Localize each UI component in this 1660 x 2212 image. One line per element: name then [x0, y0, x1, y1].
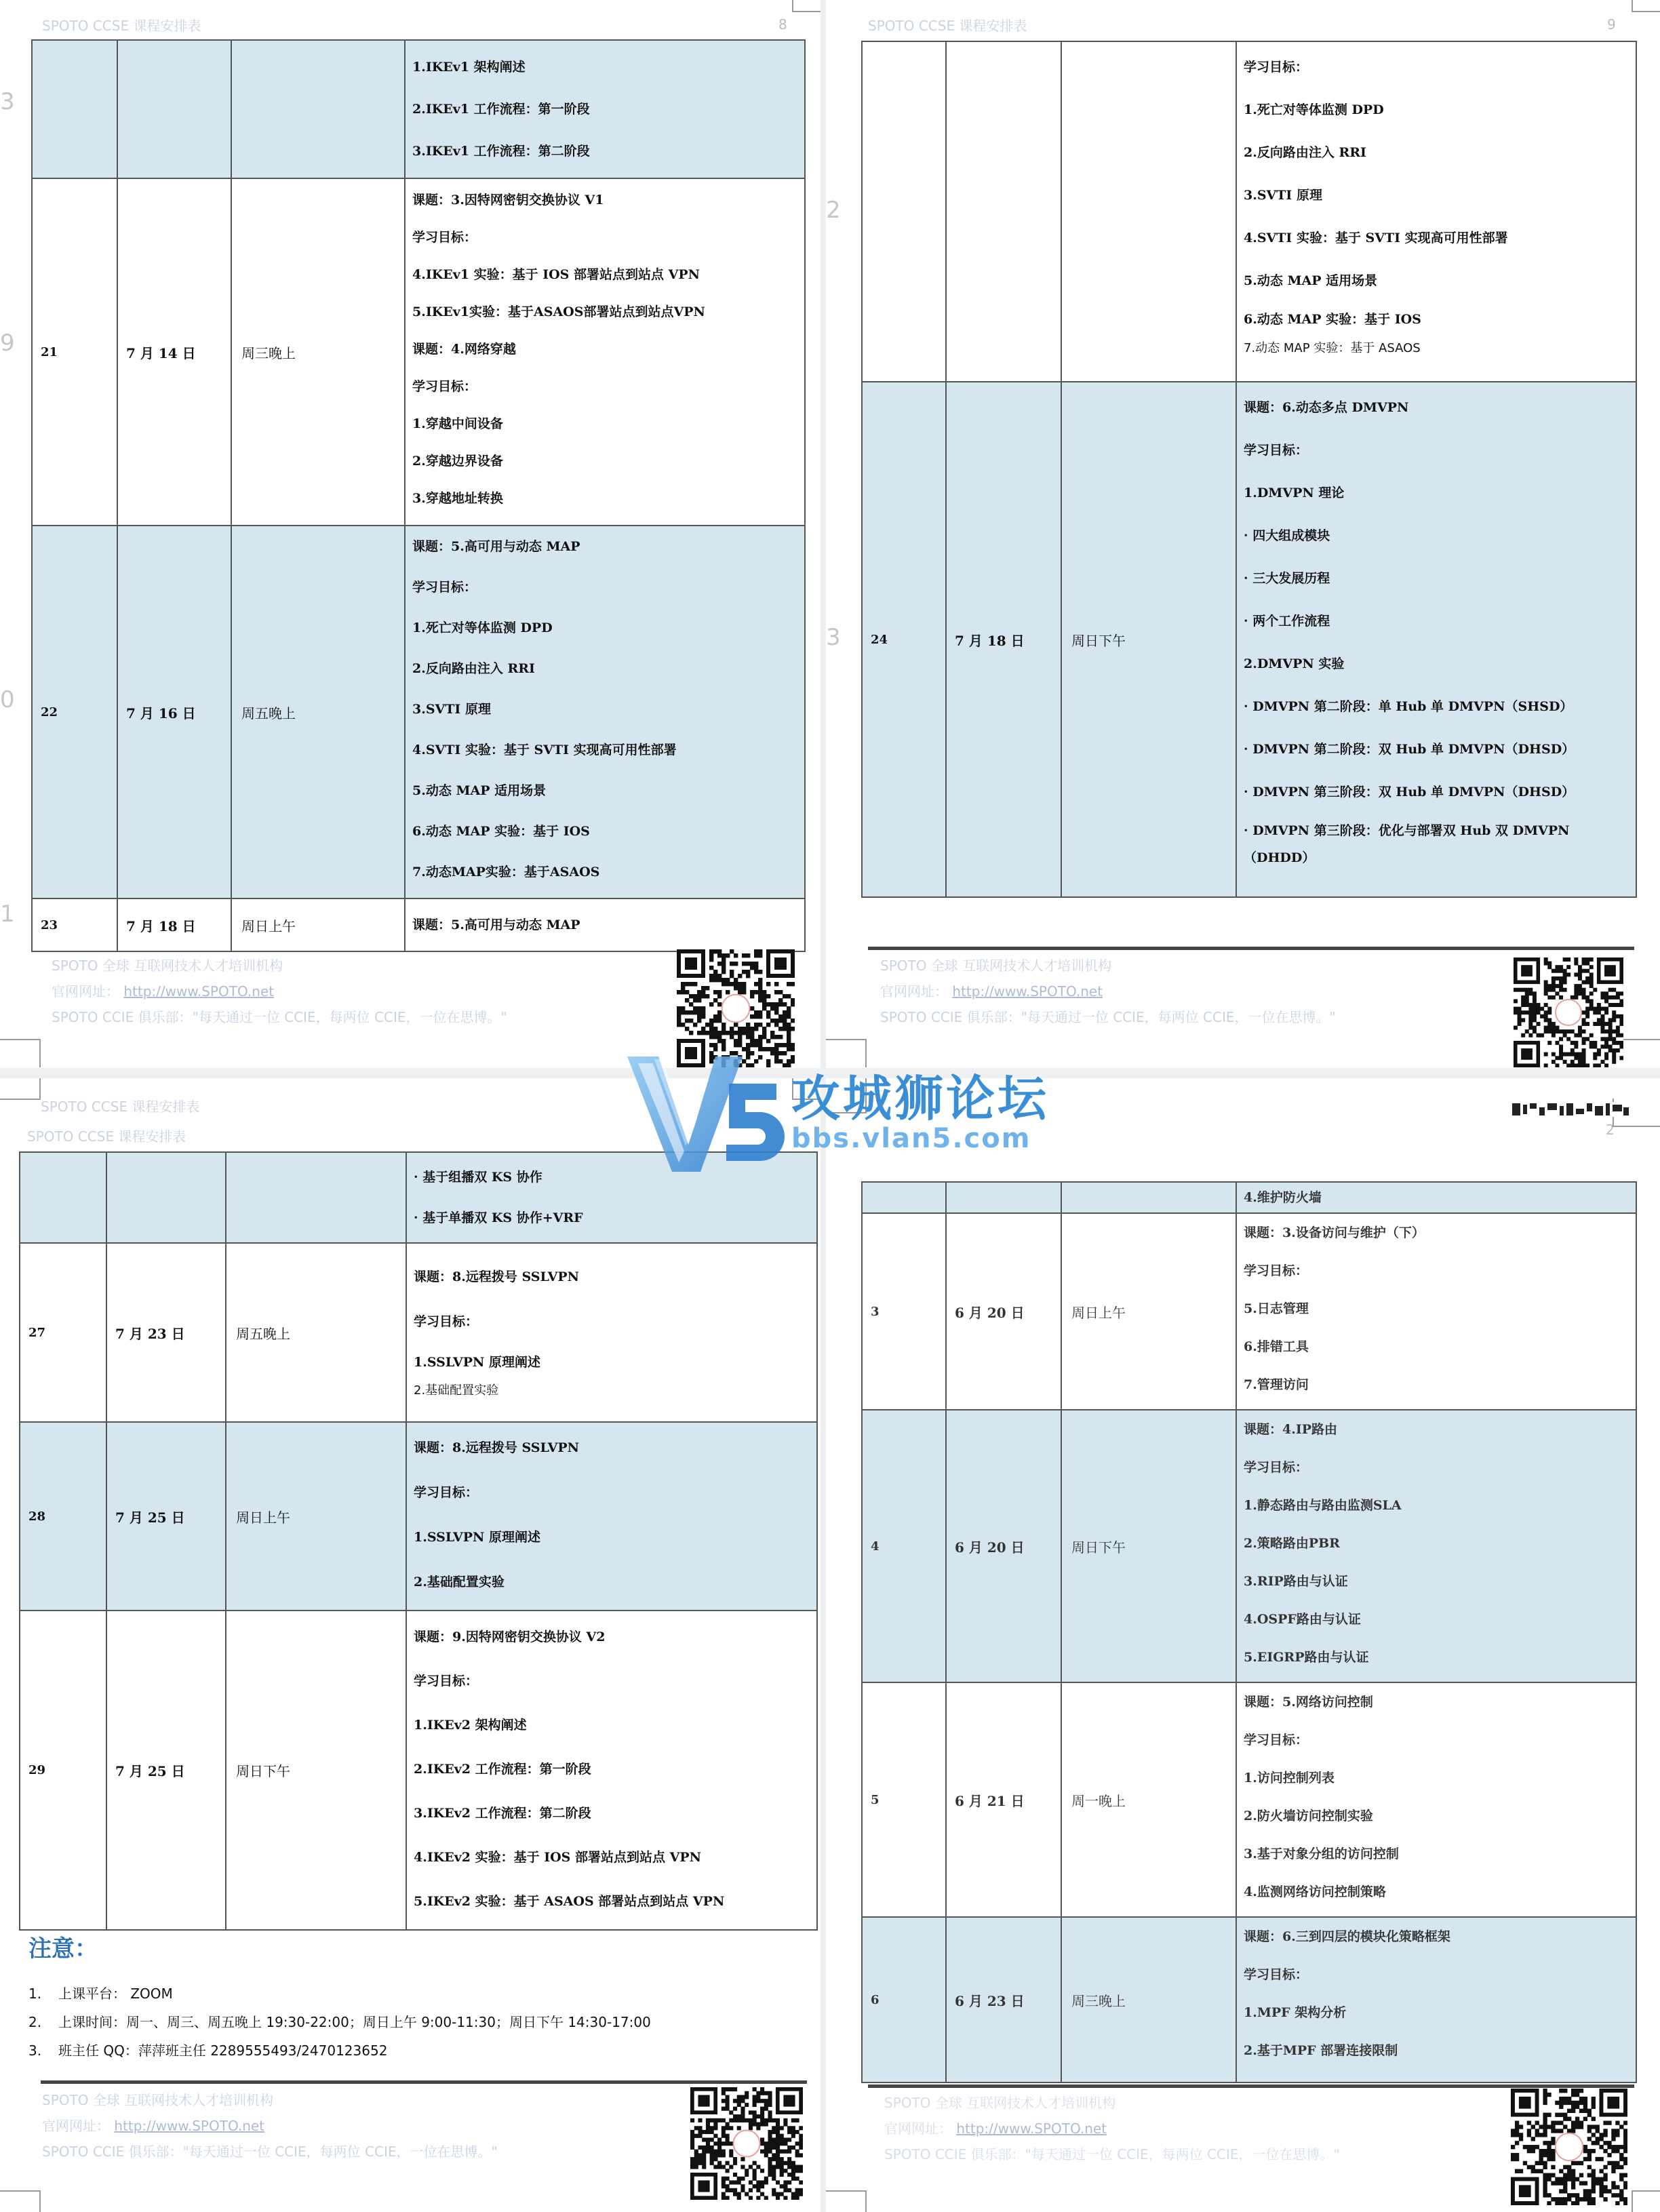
crop-mark	[792, 0, 821, 12]
note-text: 上课时间：周一、周三、周五晚上 19:30-22:00；周日上午 9:00-11:30；周日下午 14:30-17:00	[58, 2014, 651, 2030]
crop-mark	[1632, 0, 1660, 12]
session-number: 5	[862, 1682, 946, 1917]
session-date: 6 月 20 日	[946, 1213, 1061, 1410]
content-line: 3.IKEv2 工作流程：第二阶段	[414, 1806, 591, 1821]
content-line: 学习目标：	[414, 1314, 479, 1329]
session-date: 7 月 18 日	[117, 898, 231, 951]
content-line: 4.SVTI 实验：基于 SVTI 实现高可用性部署	[1244, 231, 1508, 245]
footer-site-label: 官网网址：	[52, 983, 119, 1000]
footer-site-link[interactable]: http://www.SPOTO.net	[956, 2120, 1107, 2137]
content-line: 2.基础配置实验	[414, 1383, 499, 1398]
session-slot: 周日下午	[226, 1611, 406, 1930]
content-line: 6.动态 MAP 实验：基于 IOS	[412, 824, 590, 839]
content-line: · DMVPN 第三阶段：双 Hub 单 DMVPN（DHSD）	[1244, 785, 1575, 799]
content-line: 学习目标：	[1244, 1967, 1309, 1982]
session-date: 7 月 14 日	[117, 178, 231, 526]
margin-number: 3	[0, 88, 15, 115]
session-number	[20, 1152, 106, 1243]
footer-club: SPOTO CCIE 俱乐部："每天通过一位 CCIE，每两位 CCIE，一位在思博。"	[42, 2144, 498, 2160]
watermark-title: 攻城狮论坛	[791, 1070, 1050, 1127]
content-line: 学习目标：	[412, 580, 477, 595]
note-number: 1.	[28, 1986, 42, 2002]
session-number: 24	[862, 382, 946, 897]
content-line: 学习目标：	[414, 1674, 479, 1688]
qr-code-icon	[1511, 2089, 1627, 2205]
note-number: 3.	[28, 2042, 42, 2059]
session-slot	[1061, 41, 1236, 382]
session-slot	[1061, 1182, 1236, 1213]
table-row	[32, 40, 805, 178]
content-line: 1.访问控制列表	[1244, 1771, 1335, 1785]
session-slot	[226, 1152, 406, 1243]
session-date	[117, 40, 231, 178]
session-number: 28	[20, 1422, 106, 1611]
session-slot: 周日上午	[226, 1422, 406, 1611]
content-line: 2.反向路由注入 RRI	[1244, 145, 1366, 160]
page-header-secondary: SPOTO CCSE 课程安排表	[27, 1128, 186, 1145]
content-line: · 基于组播双 KS 协作	[414, 1170, 542, 1185]
content-line: 课题：5.网络访问控制	[1244, 1695, 1373, 1710]
session-slot	[231, 40, 405, 178]
content-line: 3.RIP路由与认证	[1244, 1574, 1348, 1589]
content-line: 5.IKEv1实验：基于ASAOS部署站点到站点VPN	[412, 304, 705, 319]
qr-code-icon	[1514, 957, 1623, 1067]
session-number	[32, 40, 117, 178]
content-line: 3.SVTI 原理	[412, 702, 491, 717]
session-number: 29	[20, 1611, 106, 1930]
notes-title: 注意：	[28, 1935, 98, 1962]
table-row	[862, 1213, 1636, 1410]
page-1	[0, 0, 821, 1068]
footer-site-link[interactable]: http://www.SPOTO.net	[123, 983, 275, 1000]
content-line: 5.动态 MAP 适用场景	[1244, 273, 1378, 288]
content-line: 2.IKEv1 工作流程：第一阶段	[412, 102, 590, 117]
content-line: 学习目标：	[412, 379, 477, 394]
footer-club: SPOTO CCIE 俱乐部："每天通过一位 CCIE，每两位 CCIE，一位在思博。"	[884, 2146, 1340, 2162]
page-3	[0, 1078, 821, 2212]
content-line: 1.死亡对等体监测 DPD	[412, 620, 553, 635]
watermark	[614, 1043, 1054, 1179]
content-line: 课题：8.远程拨号 SSLVPN	[414, 1269, 579, 1284]
session-number: 22	[32, 526, 117, 898]
content-line: 1.SSLVPN 原理阐述	[414, 1530, 540, 1545]
notes-section	[28, 1930, 651, 2065]
session-number	[862, 1182, 946, 1213]
content-line: 课题：9.因特网密钥交换协议 V2	[414, 1630, 606, 1644]
margin-number: 9	[0, 330, 15, 357]
content-line: 1.穿越中间设备	[412, 416, 503, 431]
session-number: 4	[862, 1410, 946, 1682]
footer-rule	[868, 947, 1634, 950]
content-line: 7.管理访问	[1244, 1377, 1309, 1392]
page-header: SPOTO CCSE 课程安排表	[41, 1099, 200, 1115]
watermark-url: bbs.vlan5.com	[791, 1123, 1031, 1154]
session-number: 27	[20, 1243, 106, 1422]
session-content	[406, 1243, 817, 1422]
page-number: 9	[1607, 16, 1616, 33]
table-row	[32, 178, 805, 526]
content-line: 3.基于对象分组的访问控制	[1244, 1846, 1399, 1861]
footer-org: SPOTO 全球 互联网技术人才培训机构	[880, 957, 1112, 974]
content-line: 课题：6.动态多点 DMVPN	[1244, 400, 1409, 415]
content-line: 课题：5.高可用与动态 MAP	[412, 917, 580, 932]
content-line: · DMVPN 第三阶段：优化与部署双 Hub 双 DMVPN	[1244, 823, 1570, 838]
session-number: 23	[32, 898, 117, 951]
session-number: 21	[32, 178, 117, 526]
content-line: 学习目标：	[1244, 1263, 1309, 1278]
session-slot: 周五晚上	[226, 1243, 406, 1422]
page-footer	[880, 953, 1336, 1030]
session-date: 7 月 23 日	[106, 1243, 226, 1422]
table-row	[862, 1682, 1636, 1917]
content-line: 1.静态路由与路由监测SLA	[1244, 1498, 1402, 1513]
note-item	[28, 2008, 651, 2036]
page-footer	[42, 2087, 498, 2165]
session-content	[405, 178, 805, 526]
content-line: 5.EIGRP路由与认证	[1244, 1650, 1369, 1665]
footer-site-label: 官网网址：	[42, 2118, 110, 2134]
content-line: 3.穿越地址转换	[412, 491, 503, 506]
content-line: 2.防火墙访问控制实验	[1244, 1809, 1373, 1823]
content-line: 2.IKEv2 工作流程：第一阶段	[414, 1762, 591, 1777]
footer-rule	[41, 2080, 807, 2084]
content-line: · 四大组成模块	[1244, 528, 1330, 543]
content-line: · 三大发展历程	[1244, 571, 1330, 586]
content-line: 1.SSLVPN 原理阐述	[414, 1355, 540, 1370]
footer-club: SPOTO CCIE 俱乐部："每天通过一位 CCIE，每两位 CCIE，一位在思博。"	[880, 1009, 1336, 1025]
session-date: 7 月 18 日	[946, 382, 1061, 897]
margin-number: 0	[0, 686, 15, 713]
session-content	[1236, 1182, 1636, 1213]
footer-site-link[interactable]: http://www.SPOTO.net	[114, 2118, 265, 2134]
session-slot: 周日上午	[231, 898, 405, 951]
session-content	[406, 1422, 817, 1611]
content-line: 学习目标：	[1244, 1460, 1309, 1475]
content-line: 课题：3.设备访问与维护（下）	[1244, 1225, 1425, 1240]
content-line: 2.基于MPF 部署连接限制	[1244, 2043, 1398, 2058]
session-slot: 周五晚上	[231, 526, 405, 898]
content-line: · 基于单播双 KS 协作+VRF	[414, 1210, 583, 1225]
content-line: 2.反向路由注入 RRI	[412, 661, 535, 676]
session-date: 7 月 25 日	[106, 1611, 226, 1930]
page-2	[826, 0, 1660, 1068]
crop-mark	[826, 2190, 867, 2212]
crop-mark	[0, 1078, 41, 1100]
note-number: 2.	[28, 2014, 42, 2030]
table-row	[862, 1410, 1636, 1682]
footer-org: SPOTO 全球 互联网技术人才培训机构	[52, 957, 283, 974]
content-line: 6.动态 MAP 实验：基于 IOS	[1244, 312, 1421, 327]
content-line: 1.IKEv2 架构阐述	[414, 1718, 527, 1733]
table-row	[32, 526, 805, 898]
session-number: 6	[862, 1917, 946, 2082]
content-line: 2.策略路由PBR	[1244, 1536, 1340, 1551]
session-date: 7 月 16 日	[117, 526, 231, 898]
session-date: 6 月 23 日	[946, 1917, 1061, 2082]
content-line: · 两个工作流程	[1244, 614, 1330, 629]
content-line: 2.基础配置实验	[414, 1575, 505, 1589]
page-header: SPOTO CCSE 课程安排表	[868, 18, 1027, 34]
content-line: 4.IKEv2 实验：基于 IOS 部署站点到站点 VPN	[414, 1850, 701, 1865]
session-content	[405, 40, 805, 178]
content-line: 课题：4.IP路由	[1244, 1422, 1338, 1437]
session-date: 6 月 20 日	[946, 1410, 1061, 1682]
content-line: 课题：6.三到四层的模块化策略框架	[1244, 1929, 1450, 1944]
content-line: · DMVPN 第二阶段：双 Hub 单 DMVPN（DHSD）	[1244, 742, 1575, 757]
crop-mark	[0, 2190, 41, 2212]
content-line: 4.监测网络访问控制策略	[1244, 1884, 1386, 1899]
footer-site-link[interactable]: http://www.SPOTO.net	[952, 983, 1103, 1000]
crop-mark	[0, 1039, 41, 1067]
content-line: 1.DMVPN 理论	[1244, 486, 1345, 500]
session-date: 7 月 25 日	[106, 1422, 226, 1611]
session-date	[946, 1182, 1061, 1213]
page-header: SPOTO CCSE 课程安排表	[42, 18, 201, 34]
margin-number: 3	[826, 624, 841, 651]
session-number	[862, 41, 946, 382]
session-content	[1236, 41, 1636, 382]
footer-site-label: 官网网址：	[880, 983, 948, 1000]
note-text: 上课平台： ZOOM	[58, 1986, 173, 2002]
content-line: 4.SVTI 实验：基于 SVTI 实现高可用性部署	[412, 743, 677, 757]
page-footer	[52, 953, 507, 1030]
content-line: 6.排错工具	[1244, 1339, 1309, 1354]
session-slot: 周三晚上	[231, 178, 405, 526]
content-line: 课题：8.远程拨号 SSLVPN	[414, 1440, 579, 1455]
note-item	[28, 1979, 651, 2008]
session-content	[405, 898, 805, 951]
session-number: 3	[862, 1213, 946, 1410]
content-line: 课题：5.高可用与动态 MAP	[412, 539, 580, 554]
table-row	[20, 1422, 817, 1611]
content-line: 学习目标：	[1244, 1733, 1309, 1747]
table-row	[862, 382, 1636, 897]
session-date: 6 月 21 日	[946, 1682, 1061, 1917]
content-line: 7.动态 MAP 实验：基于 ASAOS	[1244, 341, 1421, 355]
content-line: （DHDD）	[1244, 850, 1316, 865]
session-date	[946, 41, 1061, 382]
content-line: 课题：3.因特网密钥交换协议 V1	[412, 193, 604, 208]
footer-site-label: 官网网址：	[884, 2120, 952, 2137]
schedule-table	[861, 1181, 1637, 2083]
margin-number: 1	[0, 901, 15, 928]
session-content	[1236, 382, 1636, 897]
session-slot: 周一晚上	[1061, 1682, 1236, 1917]
page-footer	[884, 2090, 1340, 2167]
table-row	[20, 1611, 817, 1930]
session-slot: 周日上午	[1061, 1213, 1236, 1410]
footer-org: SPOTO 全球 互联网技术人才培训机构	[42, 2092, 274, 2108]
content-line: 3.IKEv1 工作流程：第二阶段	[412, 144, 590, 159]
footer-org: SPOTO 全球 互联网技术人才培训机构	[884, 2095, 1116, 2111]
schedule-table	[861, 41, 1637, 898]
crop-mark	[1632, 2190, 1660, 2212]
content-line: 7.动态MAP实验：基于ASAOS	[412, 865, 600, 880]
session-content	[406, 1611, 817, 1930]
content-line: · DMVPN 第二阶段：单 Hub 单 DMVPN（SHSD）	[1244, 699, 1573, 714]
content-line: 2.DMVPN 实验	[1244, 656, 1345, 671]
content-line: 4.维护防火墙	[1244, 1190, 1322, 1205]
table-row	[20, 1243, 817, 1422]
content-line: 4.OSPF路由与认证	[1244, 1612, 1361, 1627]
session-date	[106, 1152, 226, 1243]
page-number: 8	[778, 16, 787, 33]
qr-strip-icon	[1512, 1102, 1629, 1117]
session-content	[1236, 1682, 1636, 1917]
session-slot: 周三晚上	[1061, 1917, 1236, 2082]
content-line: 4.IKEv1 实验：基于 IOS 部署站点到站点 VPN	[412, 267, 700, 282]
footer-rule	[868, 2085, 1634, 2088]
content-line: 5.动态 MAP 适用场景	[412, 783, 547, 798]
footer-club: SPOTO CCIE 俱乐部："每天通过一位 CCIE，每两位 CCIE，一位在思博。"	[52, 1009, 507, 1025]
table-row	[862, 1182, 1636, 1213]
note-item	[28, 2036, 651, 2065]
content-line: 2.穿越边界设备	[412, 454, 503, 469]
content-line: 课题：4.网络穿越	[412, 342, 516, 357]
content-line: 1.MPF 架构分析	[1244, 2005, 1347, 2020]
margin-number: 2	[826, 197, 841, 224]
content-line: 学习目标：	[1244, 60, 1309, 75]
page-4	[826, 1078, 1660, 2212]
table-row	[862, 1917, 1636, 2082]
session-content	[1236, 1213, 1636, 1410]
content-line: 3.SVTI 原理	[1244, 188, 1322, 203]
content-line: 1.死亡对等体监测 DPD	[1244, 102, 1384, 117]
session-slot: 周日下午	[1061, 1410, 1236, 1682]
crop-mark	[1621, 1039, 1660, 1067]
content-line: 5.日志管理	[1244, 1301, 1309, 1316]
table-row	[32, 898, 805, 951]
session-slot: 周日下午	[1061, 382, 1236, 897]
content-line: 学习目标：	[412, 230, 477, 245]
note-text: 班主任 QQ：萍萍班主任 2289555493/2470123652	[58, 2042, 388, 2059]
page-number: 2	[1606, 1122, 1615, 1138]
content-line: 学习目标：	[1244, 443, 1309, 458]
session-content	[1236, 1917, 1636, 2082]
qr-code-icon	[690, 2087, 803, 2200]
schedule-table	[19, 1151, 818, 1931]
content-line: 1.IKEv1 架构阐述	[412, 60, 526, 75]
schedule-table	[31, 39, 806, 952]
content-line: 5.IKEv2 实验：基于 ASAOS 部署站点到站点 VPN	[414, 1894, 725, 1909]
v5-logo-icon	[614, 1043, 790, 1179]
content-line: 学习目标：	[414, 1485, 479, 1500]
table-row	[862, 41, 1636, 382]
session-content	[405, 526, 805, 898]
session-content	[1236, 1410, 1636, 1682]
